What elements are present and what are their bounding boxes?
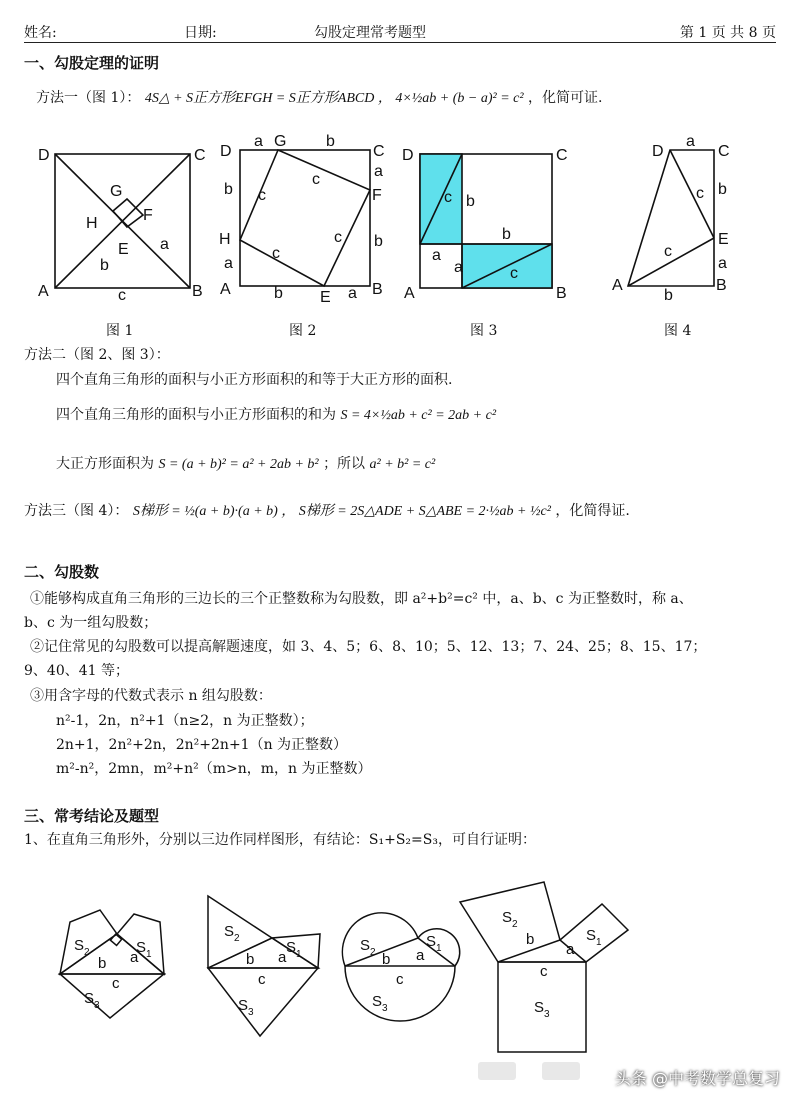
svg-text:1: 1 (436, 943, 442, 954)
method1-label: 方法一（图 1）： (36, 90, 141, 106)
svg-text:b: b (326, 133, 335, 150)
svg-text:b: b (526, 931, 535, 948)
svg-text:c: c (540, 963, 548, 980)
watermark: 头条 @中考数学总复习 (614, 1069, 780, 1088)
svg-text:a: a (432, 247, 441, 264)
svg-text:A: A (612, 277, 623, 294)
method3-label: 方法三（图 4）： (24, 503, 129, 519)
method2-line-1: 四个直角三角形的面积与小正方形面积的和等于大正方形的面积. (56, 372, 453, 388)
svg-text:1: 1 (596, 937, 602, 948)
document-title: 勾股定理常考题型 (314, 25, 426, 41)
page-number: 第 1 页 共 8 页 (679, 25, 776, 41)
method2-label: 方法二（图 2、图 3）： (24, 347, 170, 363)
method2-line-3 (56, 453, 435, 473)
figure-3-caption: 图 3 (470, 323, 498, 339)
area-conclusion-figures (0, 860, 800, 1060)
svg-text:F: F (143, 207, 153, 224)
figure-3 (402, 147, 568, 302)
svg-text:D: D (220, 143, 232, 160)
method2-line-3-formula: S = (a + b)² = a² + 2ab + b² (158, 457, 319, 472)
svg-text:2: 2 (234, 933, 240, 944)
page-header (24, 18, 776, 43)
method2-line-2-text: 四个直角三角形的面积与小正方形面积的和为 (56, 407, 336, 423)
svg-text:1: 1 (296, 949, 302, 960)
svg-text:b: b (274, 285, 283, 302)
svg-text:c: c (510, 265, 518, 282)
equilateral-triangles-figure (208, 896, 320, 1036)
svg-text:a: a (224, 255, 233, 272)
method2-line-3-formula2: a² + b² = c² (369, 457, 436, 472)
svg-text:c: c (444, 189, 452, 206)
svg-text:a: a (254, 133, 263, 150)
svg-text:c: c (258, 187, 266, 204)
svg-text:a: a (374, 163, 383, 180)
svg-text:a: a (718, 255, 727, 272)
triangles-figure (60, 910, 164, 1018)
svg-text:S: S (372, 993, 383, 1010)
svg-text:G: G (110, 183, 123, 200)
pythagorean-triple-definition-cont: b、c 为一组勾股数； (24, 615, 158, 631)
svg-text:E: E (718, 231, 729, 248)
method3-tail: ，化简得证. (555, 503, 630, 519)
common-triples-cont: 9、40、41 等； (24, 663, 129, 679)
svg-text:b: b (224, 181, 233, 198)
method1-formula: 4S△ + S正方形EFGH = S正方形ABCD ， 4×½ab + (b − a)² = c² (144, 91, 524, 106)
figure-2-caption: 图 2 (289, 323, 317, 339)
svg-text:a: a (130, 949, 139, 966)
svg-text:3: 3 (544, 1009, 550, 1020)
method1-line (36, 87, 602, 107)
svg-text:S: S (84, 990, 95, 1007)
svg-text:B: B (556, 285, 567, 302)
svg-text:c: c (334, 229, 342, 246)
svg-text:b: b (98, 955, 107, 972)
svg-text:S: S (74, 937, 85, 954)
svg-text:c: c (664, 243, 672, 260)
svg-text:S: S (360, 937, 371, 954)
svg-text:S: S (224, 923, 235, 940)
svg-text:a: a (454, 259, 463, 276)
svg-text:F: F (372, 187, 382, 204)
date-field-label: 日期: (184, 25, 217, 41)
watermark-decoration (542, 1062, 580, 1080)
svg-text:B: B (192, 283, 203, 300)
svg-text:b: b (718, 181, 727, 198)
svg-text:a: a (416, 947, 425, 964)
figure-4 (612, 133, 730, 304)
svg-text:C: C (718, 143, 730, 160)
svg-text:D: D (38, 147, 50, 164)
triple-formula-1: n²-1，2n，n²+1（n≥2，n 为正整数）； (56, 713, 314, 729)
svg-text:C: C (194, 147, 206, 164)
svg-text:A: A (38, 283, 49, 300)
svg-text:b: b (502, 226, 511, 243)
method3-line (24, 500, 630, 520)
proof-figures (0, 128, 800, 318)
svg-text:b: b (246, 951, 255, 968)
svg-text:B: B (716, 277, 727, 294)
triple-formula-3: m²-n²，2mn，m²+n²（m>n，m，n 为正整数） (56, 761, 372, 777)
svg-text:a: a (278, 949, 287, 966)
svg-text:c: c (112, 975, 120, 992)
svg-text:b: b (466, 193, 475, 210)
method1-tail: ，化简可证. (528, 90, 603, 106)
svg-text:b: b (382, 951, 391, 968)
svg-text:S: S (502, 909, 513, 926)
svg-text:2: 2 (84, 947, 90, 958)
svg-text:c: c (118, 287, 126, 304)
svg-text:a: a (348, 285, 357, 302)
section-1-title: 一、勾股定理的证明 (24, 54, 160, 72)
svg-text:c: c (258, 971, 266, 988)
name-field-label: 姓名: (24, 25, 57, 41)
method2-line-3-text: 大正方形面积为 (56, 456, 154, 472)
svg-text:E: E (118, 241, 129, 258)
svg-text:c: c (312, 171, 320, 188)
svg-text:E: E (320, 289, 331, 306)
svg-text:b: b (664, 287, 673, 304)
triple-formula-2: 2n+1，2n²+2n，2n²+2n+1（n 为正整数） (56, 737, 348, 753)
svg-text:S: S (426, 933, 437, 950)
svg-text:S: S (286, 939, 297, 956)
svg-text:c: c (396, 971, 404, 988)
semicircles-figure (342, 913, 459, 1021)
svg-text:S: S (586, 927, 597, 944)
svg-text:S: S (238, 997, 249, 1014)
svg-text:C: C (373, 143, 385, 160)
triple-formulas-intro: ③用含字母的代数式表示 n 组勾股数： (30, 688, 272, 704)
method2-line-3-mid: ；所以 (323, 456, 366, 472)
method3-formula: S梯形 = ½(a + b)·(a + b) ， S梯形 = 2S△ADE + S△ABE = 2·½ab + ½c² (132, 504, 551, 519)
method2-line-2-formula: S = 4×½ab + c² = 2ab + c² (340, 408, 497, 423)
svg-text:A: A (220, 281, 231, 298)
squares-figure (460, 882, 628, 1052)
svg-text:a: a (686, 133, 695, 150)
section-3-title: 三、常考结论及题型 (24, 807, 160, 825)
svg-text:3: 3 (382, 1003, 388, 1014)
watermark-decoration (478, 1062, 516, 1080)
svg-text:c: c (696, 185, 704, 202)
svg-text:S: S (136, 939, 147, 956)
svg-text:b: b (374, 233, 383, 250)
svg-text:H: H (219, 231, 231, 248)
method2-line-2 (56, 404, 496, 424)
svg-text:a: a (566, 941, 575, 958)
svg-text:H: H (86, 215, 98, 232)
svg-text:G: G (274, 133, 287, 150)
svg-text:B: B (372, 281, 383, 298)
section-2-title: 二、勾股数 (24, 563, 100, 581)
conclusion-1: 1、在直角三角形外，分别以三边作同样图形，有结论：S₁+S₂=S₃，可自行证明： (24, 832, 536, 848)
svg-text:S: S (534, 999, 545, 1016)
svg-text:b: b (100, 257, 109, 274)
pythagorean-triple-definition: ①能够构成直角三角形的三边长的三个正整数称为勾股数，即 a²+b²=c² 中，a、b、c 为正整数时，称 a、 (30, 591, 693, 607)
figure-1-caption: 图 1 (106, 323, 134, 339)
svg-text:2: 2 (512, 919, 518, 930)
svg-text:3: 3 (248, 1007, 254, 1018)
svg-text:a: a (160, 236, 169, 253)
svg-text:C: C (556, 147, 568, 164)
svg-text:c: c (272, 245, 280, 262)
svg-text:D: D (652, 143, 664, 160)
svg-text:2: 2 (370, 947, 376, 958)
svg-text:3: 3 (94, 1000, 100, 1011)
svg-text:D: D (402, 147, 414, 164)
figure-1 (38, 147, 206, 304)
svg-text:A: A (404, 285, 415, 302)
figure-4-caption: 图 4 (664, 323, 692, 339)
common-triples: ②记住常见的勾股数可以提高解题速度，如 3、4、5；6、8、10；5、12、13；7、24、25；8、15、17； (30, 639, 707, 655)
svg-text:1: 1 (146, 949, 152, 960)
figure-2 (219, 133, 385, 306)
